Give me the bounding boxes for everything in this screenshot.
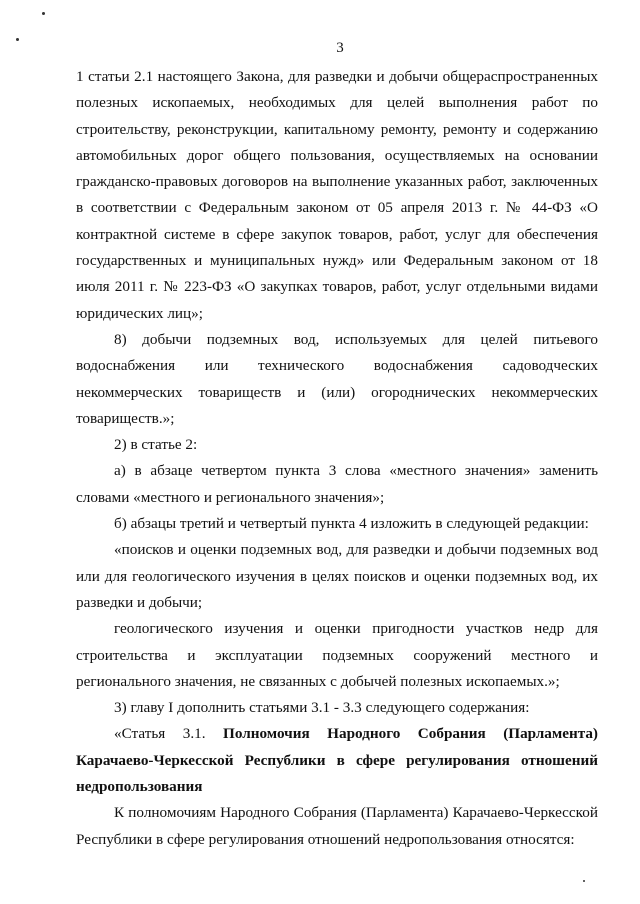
- paragraph: геологического изучения и оценки пригодности участков недр для строительства и эксплуатации подземных сооружений местного и регионального значения, не связанных с добычей полезных ископаемых.»;: [76, 620, 598, 690]
- paragraph: б) абзацы третий и четвертый пункта 4 изложить в следующей редакции:: [114, 515, 589, 533]
- paragraph: К полномочиям Народного Собрания (Парламента) Карачаево-Черкесской Республики в сфере регулирования отношений недропользования относятся:: [76, 804, 598, 848]
- page-number: 3: [336, 40, 344, 56]
- article-title: Полномочия Народного Собрания (Парламента) Карачаево-Черкесской Республики в сфере регулирования отношений недропользования: [76, 725, 598, 796]
- paragraph: «поисков и оценки подземных вод, для разведки и добычи подземных вод или для геологического изучения в целях поисков и оценки подземных вод, их разведки и добычи;: [76, 541, 598, 611]
- paragraph: 1 статьи 2.1 настоящего Закона, для разведки и добычи общераспространенных полезных ископаемых, необходимых для целей выполнения работ по строительству, реконструкции, капитальному ремонту, ремонту и содержанию автомобильных дорог общего пользования, осуществляемых на основании гражданско-правовых договоров на выполнение указанных работ, заключенных в соответствии с Федеральным законом от 05 апреля 2013 г. № 44-ФЗ «О контрактной системе в сфере закупок товаров, работ, услуг для обеспечения государственных и муниципальных нужд» или Федеральным законом от 18 июля 2011 г. № 223-ФЗ «О закупках товаров, работ, услуг отдельными видами юридических лиц»;: [76, 68, 598, 322]
- article-number: «Статья 3.1.: [114, 725, 206, 743]
- paragraph: 8) добычи подземных вод, используемых для целей питьевого водоснабжения или технического водоснабжения садоводческих некоммерческих товариществ и (или) огороднических некоммерческих товариществ.»;: [76, 330, 598, 427]
- document-body: [76, 64, 598, 853]
- scan-speck: [583, 880, 585, 882]
- paragraph: 2) в статье 2:: [114, 436, 198, 454]
- paragraph: а) в абзаце четвертом пункта 3 слова «местного значения» заменить словами «местного и регионального значения»;: [76, 462, 598, 506]
- article-heading: [76, 721, 598, 800]
- paragraph: 3) главу I дополнить статьями 3.1 - 3.3 следующего содержания:: [114, 699, 530, 717]
- scan-speck: [42, 12, 45, 15]
